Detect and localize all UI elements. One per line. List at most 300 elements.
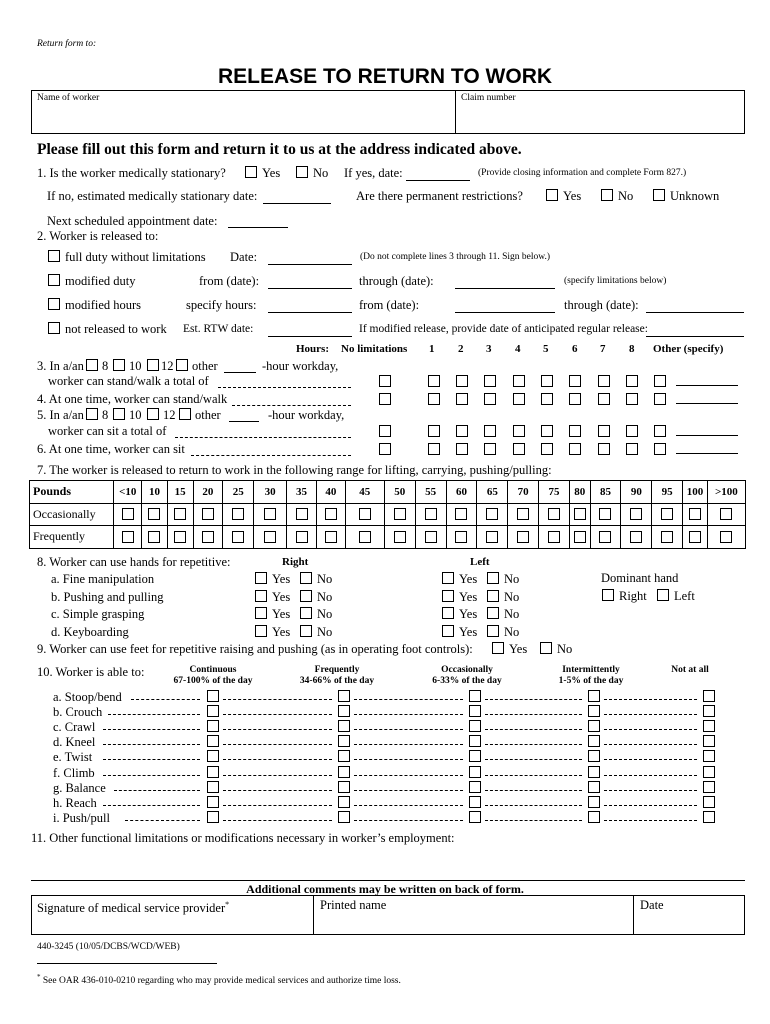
q10-leader: [223, 820, 332, 821]
q8-right-no-checkbox[interactable]: [300, 625, 312, 637]
lifting-frequently-checkbox[interactable]: [455, 531, 467, 543]
q1-no-checkbox[interactable]: [296, 166, 308, 178]
q2-anticipated-release-label: If modified release, provide date of anticipated regular release:: [359, 323, 648, 335]
q2-modified-duty-through-field[interactable]: [455, 288, 555, 289]
q3-h2-checkbox[interactable]: [456, 375, 468, 387]
q4-h2-checkbox[interactable]: [456, 393, 468, 405]
hours-header-label: Hours:: [296, 343, 329, 355]
q10-option-checkbox[interactable]: [207, 690, 219, 702]
q10-option-checkbox[interactable]: [207, 766, 219, 778]
signature-footnote-mark: *: [225, 900, 230, 909]
q3-8-checkbox[interactable]: [86, 359, 98, 371]
lifting-occasionally-cell: [477, 503, 508, 526]
lifting-frequently-cell: [539, 526, 570, 549]
q8-left-no-checkbox[interactable]: [487, 607, 499, 619]
lifting-frequently-checkbox[interactable]: [359, 531, 371, 543]
lifting-occasionally-checkbox[interactable]: [296, 508, 308, 520]
q10-option-checkbox[interactable]: [207, 735, 219, 747]
q4-h8-checkbox[interactable]: [626, 393, 638, 405]
lifting-occasionally-checkbox[interactable]: [574, 508, 586, 520]
lifting-col-header: 35: [287, 481, 317, 504]
comments-divider: [31, 880, 745, 881]
q5-12-checkbox[interactable]: [147, 408, 159, 420]
q5-h2-checkbox[interactable]: [456, 425, 468, 437]
lifting-frequently-checkbox[interactable]: [661, 531, 673, 543]
q10-label-leader: [103, 759, 200, 760]
q6-h4-checkbox[interactable]: [513, 443, 525, 455]
lifting-occasionally-checkbox[interactable]: [325, 508, 337, 520]
printed-name-label: Printed name: [320, 898, 387, 912]
q10-leader: [485, 775, 582, 776]
q3-other-checkbox[interactable]: [176, 359, 188, 371]
q2-modified-hours-from-field[interactable]: [455, 312, 555, 313]
q5-other-specify-field[interactable]: [676, 435, 738, 436]
q10-leader: [223, 805, 332, 806]
q5-other-checkbox[interactable]: [179, 408, 191, 420]
q10-option-checkbox[interactable]: [703, 811, 715, 823]
q10-label-leader: [103, 744, 200, 745]
q3-h3-checkbox[interactable]: [484, 375, 496, 387]
q1-if-no-label: If no, estimated medically stationary date:: [47, 189, 258, 203]
q10-occasionally-header: [422, 665, 512, 688]
q7-text: 7. The worker is released to return to work in the following range for lifting, carrying, pushing/pulling:: [37, 463, 552, 477]
q3-other-label: other: [192, 359, 218, 373]
q10-option-checkbox[interactable]: [207, 796, 219, 808]
q10-option-checkbox[interactable]: [703, 750, 715, 762]
q10-option-checkbox[interactable]: [588, 720, 600, 732]
lifting-occasionally-cell: [287, 503, 317, 526]
q5-line2: worker can sit a total of: [48, 424, 167, 438]
signature-date-field[interactable]: [637, 913, 741, 933]
q5-no-limitations-checkbox[interactable]: [379, 425, 391, 437]
lifting-occasionally-checkbox[interactable]: [661, 508, 673, 520]
lifting-occasionally-checkbox[interactable]: [455, 508, 467, 520]
q10-frequently-title: Frequently: [314, 665, 360, 675]
q6-h1-checkbox[interactable]: [428, 443, 440, 455]
lifting-frequently-checkbox[interactable]: [174, 531, 186, 543]
hours-header-col-1: 1: [429, 343, 435, 355]
q6-h6-checkbox[interactable]: [569, 443, 581, 455]
q2-anticipated-release-field[interactable]: [646, 336, 744, 337]
q8-dominant-left-checkbox[interactable]: [657, 589, 669, 601]
lifting-occasionally-checkbox[interactable]: [264, 508, 276, 520]
lifting-occasionally-checkbox[interactable]: [720, 508, 732, 520]
q2-full-duty-date-label: Date:: [230, 250, 258, 264]
q8-left-yes-label: Yes: [459, 589, 478, 604]
lifting-occasionally-cell: [415, 503, 446, 526]
q10-option-checkbox[interactable]: [588, 796, 600, 808]
q3-other-checkbox[interactable]: [654, 375, 666, 387]
q2-full-duty-date-field[interactable]: [268, 264, 352, 265]
lifting-occasionally-checkbox[interactable]: [548, 508, 560, 520]
q6-h7-checkbox[interactable]: [598, 443, 610, 455]
q1-restrictions-no-checkbox[interactable]: [601, 189, 613, 201]
q5-h6-checkbox[interactable]: [569, 425, 581, 437]
q9-no-label: No: [557, 642, 573, 656]
q2-modified-duty-checkbox[interactable]: [48, 274, 60, 286]
q9-yes-checkbox[interactable]: [492, 642, 504, 654]
q10-option-checkbox[interactable]: [588, 766, 600, 778]
q1-stationary-date-field[interactable]: [406, 180, 470, 181]
q10-option-checkbox[interactable]: [469, 705, 481, 717]
lifting-occasionally-checkbox[interactable]: [425, 508, 437, 520]
q10-option-checkbox[interactable]: [469, 781, 481, 793]
q3-other-specify-field[interactable]: [676, 385, 738, 386]
lifting-occasionally-cell: [446, 503, 477, 526]
lifting-occasionally-checkbox[interactable]: [517, 508, 529, 520]
hours-header-col-8: 8: [629, 343, 635, 355]
lifting-occasionally-cell: [508, 503, 539, 526]
lifting-frequently-cell: [114, 526, 142, 549]
q8-left-yes-checkbox[interactable]: [442, 607, 454, 619]
q10-option-checkbox[interactable]: [469, 750, 481, 762]
q2-modified-hours-through-field[interactable]: [646, 312, 744, 313]
lifting-col-header: 90: [621, 481, 652, 504]
q10-option-checkbox[interactable]: [588, 750, 600, 762]
lifting-occasionally-checkbox[interactable]: [486, 508, 498, 520]
lifting-col-header: 25: [223, 481, 254, 504]
q10-option-checkbox[interactable]: [469, 735, 481, 747]
q1-yes-label: Yes: [262, 166, 281, 180]
lifting-occasionally-cell: [590, 503, 621, 526]
q10-option-checkbox[interactable]: [469, 720, 481, 732]
q10-option-checkbox[interactable]: [469, 766, 481, 778]
q5-h8-checkbox[interactable]: [626, 425, 638, 437]
q2-question: 2. Worker is released to:: [37, 229, 159, 243]
lifting-frequently-cell: [193, 526, 223, 549]
lifting-occasionally-checkbox[interactable]: [394, 508, 406, 520]
q10-item-label: f. Climb: [53, 765, 95, 780]
lifting-frequently-cell: [590, 526, 621, 549]
lifting-col-header: 70: [508, 481, 539, 504]
q10-option-checkbox[interactable]: [703, 766, 715, 778]
q10-leader: [485, 699, 582, 700]
lifting-occasionally-row: [30, 503, 746, 526]
q8-right-no-checkbox[interactable]: [300, 607, 312, 619]
q2-modified-duty-from-field[interactable]: [268, 288, 352, 289]
q6-no-limitations-checkbox[interactable]: [379, 443, 391, 455]
q4-h6-checkbox[interactable]: [569, 393, 581, 405]
q4-other-checkbox[interactable]: [654, 393, 666, 405]
q10-leader: [485, 820, 582, 821]
q10-option-checkbox[interactable]: [469, 811, 481, 823]
lifting-occasionally-cell: [167, 503, 193, 526]
q10-option-checkbox[interactable]: [703, 705, 715, 717]
q11-response-area[interactable]: [31, 850, 745, 878]
q1-next-appointment-field[interactable]: [228, 227, 288, 228]
q10-intermittently-header: [546, 665, 636, 688]
q8-right-no-checkbox[interactable]: [300, 572, 312, 584]
q10-option-checkbox[interactable]: [703, 796, 715, 808]
lifting-col-header: 20: [193, 481, 223, 504]
q10-label-leader: [103, 729, 200, 730]
q3-h5-checkbox[interactable]: [541, 375, 553, 387]
q1-question: 1. Is the worker medically stationary?: [37, 166, 226, 180]
lifting-occasionally-cell: [683, 503, 708, 526]
instruction-text: Please fill out this form and return it to us at the address indicated above.: [37, 141, 522, 158]
q2-full-duty-checkbox[interactable]: [48, 250, 60, 262]
q10-leader: [354, 805, 463, 806]
q1-restrictions-question: Are there permanent restrictions?: [356, 189, 523, 203]
q4-no-limitations-checkbox[interactable]: [379, 393, 391, 405]
q8-right-no-checkbox[interactable]: [300, 590, 312, 602]
q5-h1-checkbox[interactable]: [428, 425, 440, 437]
q10-leader: [485, 744, 582, 745]
lifting-occasionally-checkbox[interactable]: [359, 508, 371, 520]
q4-h7-checkbox[interactable]: [598, 393, 610, 405]
q5-other-hours-field[interactable]: [229, 421, 259, 422]
q1-if-yes-date-label: If yes, date:: [344, 166, 403, 180]
q1-restrictions-yes-label: Yes: [563, 189, 582, 203]
hours-header-col-7: 7: [600, 343, 606, 355]
q1-next-appointment-label: Next scheduled appointment date:: [47, 214, 218, 228]
q8-dominant-hand-label: Dominant hand: [601, 571, 679, 585]
q3-h7-checkbox[interactable]: [598, 375, 610, 387]
lifting-occasionally-cell: [707, 503, 745, 526]
q10-option-checkbox[interactable]: [338, 690, 350, 702]
lifting-frequently-cell: [415, 526, 446, 549]
lifting-occasionally-checkbox[interactable]: [148, 508, 160, 520]
q8-left-no-checkbox[interactable]: [487, 572, 499, 584]
q3-other-hours-field[interactable]: [224, 372, 256, 373]
q5-8-checkbox[interactable]: [86, 408, 98, 420]
q10-leader: [604, 790, 697, 791]
q10-label-leader: [108, 714, 200, 715]
q5-h7-checkbox[interactable]: [598, 425, 610, 437]
q6-other-checkbox[interactable]: [654, 443, 666, 455]
q2-est-rtw-label: Est. RTW date:: [183, 323, 254, 335]
q2-est-rtw-field[interactable]: [268, 336, 352, 337]
q5-other-checkbox[interactable]: [654, 425, 666, 437]
q4-leader: [232, 405, 351, 406]
q10-option-checkbox[interactable]: [469, 796, 481, 808]
q5-h3-checkbox[interactable]: [484, 425, 496, 437]
q4-other-specify-field[interactable]: [676, 403, 738, 404]
q2-specify-hours-field[interactable]: [268, 312, 352, 313]
q4-h1-checkbox[interactable]: [428, 393, 440, 405]
q10-option-checkbox[interactable]: [469, 690, 481, 702]
lifting-col-header: 55: [415, 481, 446, 504]
q10-leader: [485, 759, 582, 760]
footnote: [37, 974, 401, 987]
q10-option-checkbox[interactable]: [338, 796, 350, 808]
lifting-frequently-checkbox[interactable]: [599, 531, 611, 543]
q8-right-yes-checkbox[interactable]: [255, 572, 267, 584]
q8-right-yes-label: Yes: [272, 624, 291, 639]
q10-option-checkbox[interactable]: [703, 781, 715, 793]
lifting-frequently-checkbox[interactable]: [232, 531, 244, 543]
q10-option-checkbox[interactable]: [588, 811, 600, 823]
q8-left-no-label: No: [504, 607, 520, 621]
lifting-col-header: 15: [167, 481, 193, 504]
q10-option-checkbox[interactable]: [207, 811, 219, 823]
lifting-frequently-checkbox[interactable]: [574, 531, 586, 543]
lifting-occasionally-checkbox[interactable]: [689, 508, 701, 520]
lifting-frequently-checkbox[interactable]: [425, 531, 437, 543]
name-of-worker-label: Name of worker: [37, 93, 100, 103]
q10-option-checkbox[interactable]: [588, 690, 600, 702]
lifting-occasionally-cell: [114, 503, 142, 526]
q6-h2-checkbox[interactable]: [456, 443, 468, 455]
name-of-worker-field[interactable]: [35, 106, 450, 130]
lifting-frequently-checkbox[interactable]: [720, 531, 732, 543]
q3-h4-checkbox[interactable]: [513, 375, 525, 387]
q1-restrictions-unknown-checkbox[interactable]: [653, 189, 665, 201]
q10-option-checkbox[interactable]: [207, 720, 219, 732]
q2-modified-duty-label: modified duty: [65, 274, 136, 288]
q3-h8-checkbox[interactable]: [626, 375, 638, 387]
q10-continuous-header: [168, 665, 258, 688]
q8-left-yes-checkbox[interactable]: [442, 625, 454, 637]
q8-left-yes-checkbox[interactable]: [442, 590, 454, 602]
q10-option-checkbox[interactable]: [338, 705, 350, 717]
q10-item-label: b. Crouch: [53, 705, 103, 720]
q1-restrictions-yes-checkbox[interactable]: [546, 189, 558, 201]
lifting-frequently-checkbox[interactable]: [517, 531, 529, 543]
q2-not-released-checkbox[interactable]: [48, 322, 60, 334]
lifting-frequently-checkbox[interactable]: [202, 531, 214, 543]
signature-field[interactable]: [35, 913, 309, 933]
q8-right-no-label: No: [317, 624, 333, 639]
q11-text: 11. Other functional limitations or modifications necessary in worker’s employment:: [31, 831, 455, 845]
lifting-frequently-checkbox[interactable]: [394, 531, 406, 543]
q2-modified-hours-checkbox[interactable]: [48, 298, 60, 310]
q3-h6-checkbox[interactable]: [569, 375, 581, 387]
lifting-occasionally-checkbox[interactable]: [232, 508, 244, 520]
q2-full-duty-label: full duty without limitations: [65, 250, 206, 264]
q6-other-specify-field[interactable]: [676, 453, 738, 454]
q10-option-checkbox[interactable]: [338, 766, 350, 778]
footnote-rule: [37, 963, 217, 964]
q10-leader: [354, 714, 463, 715]
lifting-frequently-cell: [683, 526, 708, 549]
q10-leader: [354, 729, 463, 730]
q10-label-leader: [125, 820, 200, 821]
q8-right-yes-label: Yes: [272, 607, 291, 621]
lifting-frequently-cell: [621, 526, 652, 549]
lifting-occasionally-checkbox[interactable]: [630, 508, 642, 520]
q10-continuous-title: Continuous: [189, 665, 237, 675]
q8-right-yes-checkbox[interactable]: [255, 607, 267, 619]
q10-frequently-header: [292, 665, 382, 688]
lifting-occasionally-cell: [193, 503, 223, 526]
q8-right-yes-label: Yes: [272, 572, 291, 586]
q5-h4-checkbox[interactable]: [513, 425, 525, 437]
q5-10-checkbox[interactable]: [113, 408, 125, 420]
q2-not-released-label: not released to work: [65, 322, 167, 336]
q8-right-no-label: No: [317, 572, 333, 586]
lifting-frequently-checkbox[interactable]: [325, 531, 337, 543]
lifting-occasionally-cell: [384, 503, 415, 526]
q2-modified-duty-from-label: from (date):: [199, 274, 260, 288]
q10-option-checkbox[interactable]: [338, 781, 350, 793]
q8-dominant-right-checkbox[interactable]: [602, 589, 614, 601]
lifting-occasionally-cell: [652, 503, 683, 526]
lifting-frequently-checkbox[interactable]: [264, 531, 276, 543]
q10-option-checkbox[interactable]: [588, 735, 600, 747]
lifting-occasionally-checkbox[interactable]: [202, 508, 214, 520]
q10-option-checkbox[interactable]: [703, 735, 715, 747]
q8-left-no-checkbox[interactable]: [487, 625, 499, 637]
q4-h4-checkbox[interactable]: [513, 393, 525, 405]
q3-12-checkbox[interactable]: [147, 359, 159, 371]
lifting-col-header: 40: [316, 481, 345, 504]
lifting-pounds-label: Pounds: [30, 481, 114, 504]
q10-option-checkbox[interactable]: [338, 811, 350, 823]
signature-divider-2: [633, 895, 634, 935]
lifting-frequently-cell: [142, 526, 168, 549]
lifting-frequently-checkbox[interactable]: [689, 531, 701, 543]
lifting-frequently-checkbox[interactable]: [122, 531, 134, 543]
q10-frequently-range: 34-66% of the day: [299, 676, 375, 687]
q8-right-yes-checkbox[interactable]: [255, 625, 267, 637]
q6-h3-checkbox[interactable]: [484, 443, 496, 455]
printed-name-field[interactable]: [317, 913, 629, 933]
lifting-frequently-checkbox[interactable]: [296, 531, 308, 543]
lifting-frequently-checkbox[interactable]: [630, 531, 642, 543]
q3-10-checkbox[interactable]: [113, 359, 125, 371]
q6-text: 6. At one time, worker can sit: [37, 442, 185, 456]
lifting-frequently-cell: [508, 526, 539, 549]
q5-h5-checkbox[interactable]: [541, 425, 553, 437]
q10-option-checkbox[interactable]: [338, 750, 350, 762]
additional-comments-note: Additional comments may be written on back of form.: [246, 882, 524, 896]
q6-h5-checkbox[interactable]: [541, 443, 553, 455]
lifting-frequently-cell: [652, 526, 683, 549]
lifting-table: [29, 480, 746, 549]
q10-option-checkbox[interactable]: [703, 690, 715, 702]
q9-no-checkbox[interactable]: [540, 642, 552, 654]
lifting-occasionally-checkbox[interactable]: [599, 508, 611, 520]
q4-h5-checkbox[interactable]: [541, 393, 553, 405]
q10-leader: [604, 759, 697, 760]
q10-occasionally-range: 6-33% of the day: [432, 676, 502, 687]
q8-left-no-checkbox[interactable]: [487, 590, 499, 602]
q1-estimated-date-field[interactable]: [263, 203, 331, 204]
q10-leader: [604, 805, 697, 806]
q1-yes-checkbox[interactable]: [245, 166, 257, 178]
q10-option-checkbox[interactable]: [588, 705, 600, 717]
lifting-occasionally-checkbox[interactable]: [122, 508, 134, 520]
lifting-col-header: 45: [345, 481, 384, 504]
lifting-frequently-checkbox[interactable]: [548, 531, 560, 543]
q10-option-checkbox[interactable]: [207, 781, 219, 793]
q10-option-checkbox[interactable]: [338, 720, 350, 732]
lifting-col-header: 100: [683, 481, 708, 504]
q10-option-checkbox[interactable]: [588, 781, 600, 793]
q10-item-label: h. Reach: [53, 795, 97, 810]
lifting-frequently-checkbox[interactable]: [486, 531, 498, 543]
q3-h1-checkbox[interactable]: [428, 375, 440, 387]
q5-prefix: 5. In a/an: [37, 408, 84, 422]
claim-number-field[interactable]: [459, 106, 739, 130]
q1-closing-note: (Provide closing information and complete Form 827.): [478, 168, 687, 178]
q6-h8-checkbox[interactable]: [626, 443, 638, 455]
lifting-occasionally-checkbox[interactable]: [174, 508, 186, 520]
q10-option-checkbox[interactable]: [207, 750, 219, 762]
lifting-frequently-cell: [167, 526, 193, 549]
lifting-col-header: 75: [539, 481, 570, 504]
q10-option-checkbox[interactable]: [207, 705, 219, 717]
q10-option-checkbox[interactable]: [703, 720, 715, 732]
lifting-frequently-checkbox[interactable]: [148, 531, 160, 543]
q8-left-yes-checkbox[interactable]: [442, 572, 454, 584]
q10-option-checkbox[interactable]: [338, 735, 350, 747]
q2-modified-hours-through-label: through (date):: [564, 298, 639, 312]
q8-right-yes-checkbox[interactable]: [255, 590, 267, 602]
q4-h3-checkbox[interactable]: [484, 393, 496, 405]
q3-no-limitations-checkbox[interactable]: [379, 375, 391, 387]
